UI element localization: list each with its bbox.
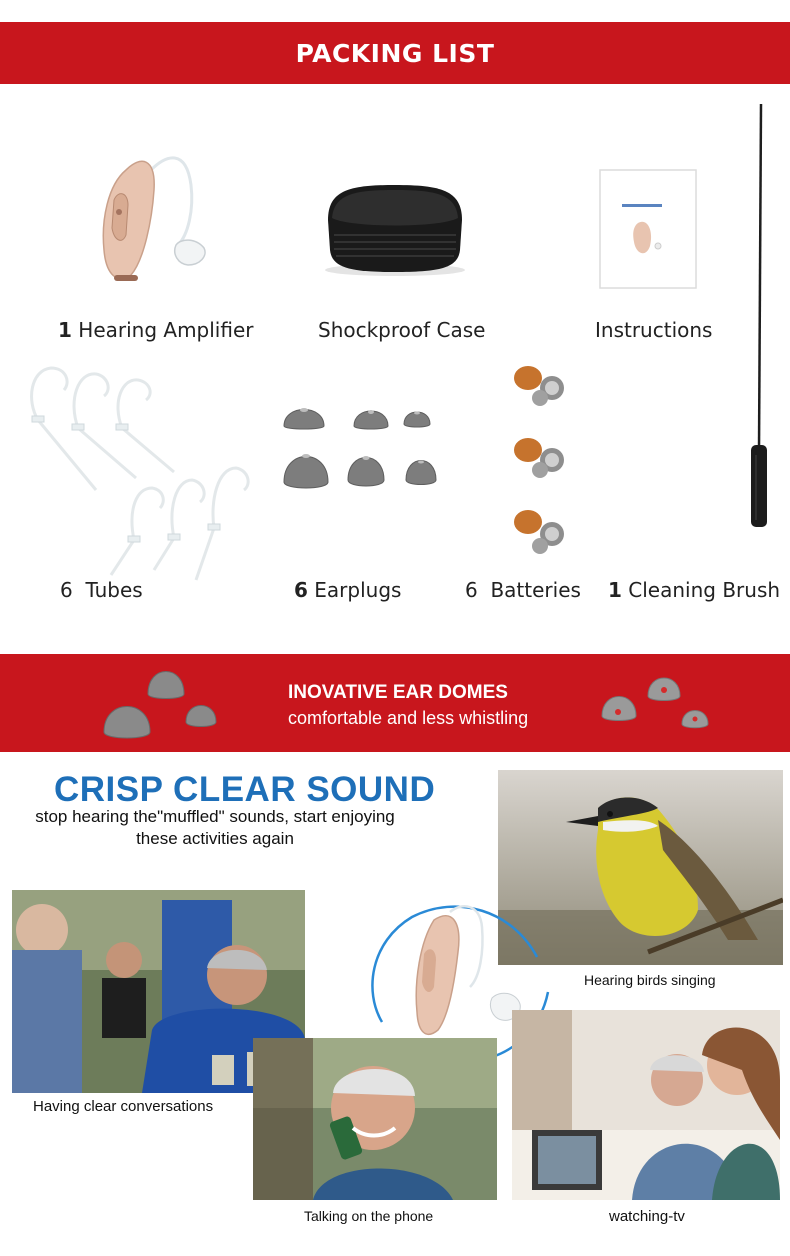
shockproof-case-image — [320, 180, 470, 280]
caption-watching-tv: watching-tv — [609, 1208, 685, 1225]
crisp-sound-title: CRISP CLEAR SOUND — [54, 770, 436, 809]
cleaning-brush-image — [744, 100, 774, 530]
ear-domes-right-image — [596, 666, 716, 732]
caption-hearing-amplifier: 1 Hearing Amplifier — [58, 318, 254, 342]
caption-cleaning-brush: 1 Cleaning Brush — [608, 578, 781, 602]
crisp-sound-subtitle: stop hearing the"muffled" sounds, start enjoying these activities again — [35, 807, 395, 848]
caption-batteries: 6 Batteries — [465, 578, 581, 602]
caption-conversations: Having clear conversations — [33, 1098, 214, 1115]
caption-shockproof-case: Shockproof Case — [318, 318, 486, 342]
caption-earplugs: 6 Earplugs — [294, 578, 402, 602]
earplugs-image — [280, 392, 440, 502]
phone-call-photo — [253, 1038, 497, 1200]
ear-domes-heading: INOVATIVE EAR DOMES — [288, 682, 508, 703]
caption-tubes: 6 Tubes — [60, 578, 143, 602]
caption-instructions: Instructions — [595, 318, 713, 342]
packing-list-banner — [0, 22, 790, 84]
hearing-amplifier-image — [96, 150, 216, 290]
batteries-image — [508, 362, 588, 562]
caption-phone: Talking on the phone — [304, 1208, 434, 1224]
instructions-image — [598, 168, 698, 290]
caption-birds: Hearing birds singing — [584, 972, 716, 988]
tubes-image — [16, 360, 266, 590]
packing-list-title: PACKING LIST — [295, 38, 495, 68]
ear-domes-subheading: comfortable and less whistling — [288, 708, 529, 728]
ear-domes-left-image — [100, 658, 230, 746]
watching-tv-photo — [512, 1010, 780, 1200]
